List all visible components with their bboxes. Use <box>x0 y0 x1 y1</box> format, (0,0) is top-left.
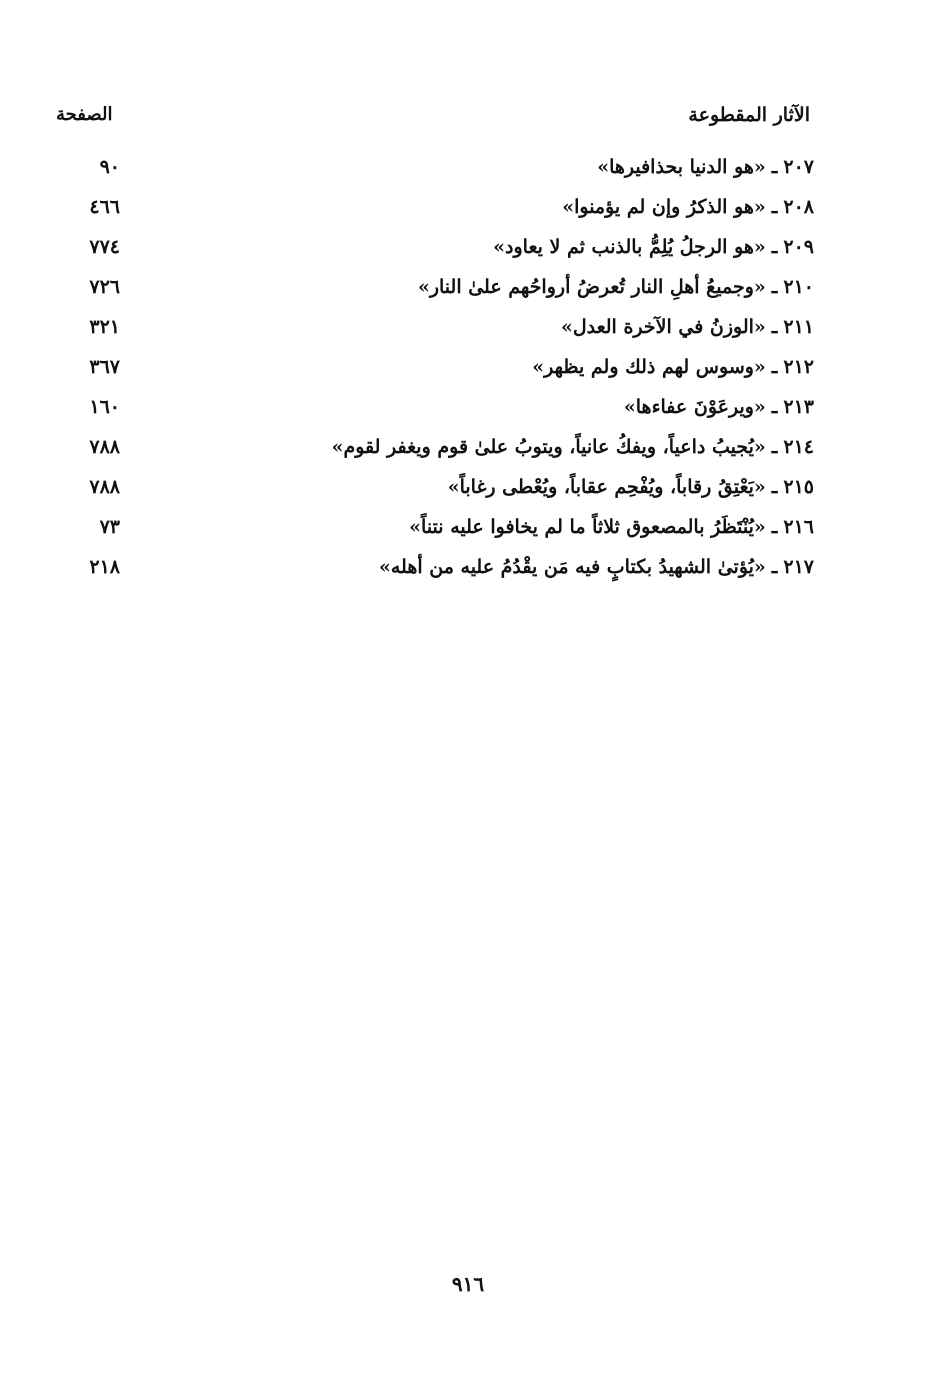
entry-page-number: ٣٢١ <box>89 316 120 338</box>
index-entry <box>50 272 814 312</box>
index-entry <box>50 152 814 192</box>
entry-text-line <box>332 436 814 458</box>
entry-text-line <box>418 276 814 298</box>
entry-page-number: ٧٨٨ <box>89 476 120 498</box>
index-entry <box>50 312 814 352</box>
entry-page-number: ٧٢٦ <box>89 276 120 298</box>
index-entry <box>50 552 814 592</box>
entry-page-number: ٧٣ <box>99 516 120 538</box>
index-entry <box>50 192 814 232</box>
entry-quote: «هو الدنيا بحذافيرها» <box>597 156 766 178</box>
entry-quote: «يُنْتَظَرُ بالمصعوق ثلاثاً ما لم يخافوا عليه نتناً» <box>409 516 766 538</box>
entry-dash: ـ <box>771 196 778 218</box>
entry-dash: ـ <box>771 276 778 298</box>
index-entry <box>50 392 814 432</box>
index-entry <box>50 232 814 272</box>
entry-dash: ـ <box>771 556 778 578</box>
entry-quote: «يُجيبُ داعياً، ويفكُ عانياً، ويتوبُ علىٰ قوم ويغفر لقوم» <box>331 436 766 458</box>
index-list <box>50 152 814 592</box>
index-entry <box>50 432 814 472</box>
entry-page-number: ٣٦٧ <box>89 356 120 378</box>
page-header <box>50 104 810 136</box>
entry-text-line <box>379 556 814 578</box>
entry-dash: ـ <box>771 356 778 378</box>
entry-quote: «هو الذكرُ وإن لم يؤمنوا» <box>562 196 766 218</box>
entry-text-line <box>448 476 814 498</box>
entry-number: ٢١٧ <box>783 556 814 578</box>
page-column-label: الصفحة <box>56 104 113 125</box>
entry-dash: ـ <box>771 236 778 258</box>
entry-page-number: ٩٠ <box>99 156 120 178</box>
entry-quote: «وجميعُ أهلِ النار تُعرضُ أرواحُهم علىٰ النار» <box>417 276 766 298</box>
entry-text-line <box>561 316 814 338</box>
entry-quote: «هو الرجلُ يُلِمُّ بالذنب ثم لا يعاود» <box>493 236 766 258</box>
entry-page-number: ٧٨٨ <box>89 436 120 458</box>
entry-quote: «يَعْتِقُ رقاباً، ويُفْحِم عقاباً، ويُعْطى رغاباً» <box>447 476 766 498</box>
entry-number: ٢١٠ <box>783 276 814 298</box>
entry-page-number: ٢١٨ <box>89 556 120 578</box>
entry-number: ٢١٢ <box>783 356 814 378</box>
entry-quote: «وسوس لهم ذلك ولم يظهر» <box>532 356 766 378</box>
entry-quote: «يُؤتىٰ الشهيدُ بكتابٍ فيه مَن يقْدُمُ عليه من أهله» <box>378 556 766 578</box>
entry-page-number: ٤٦٦ <box>89 196 120 218</box>
entry-text-line <box>624 396 814 418</box>
entry-dash: ـ <box>771 516 778 538</box>
footer-page-number: ٩١٦ <box>451 1272 485 1296</box>
entry-dash: ـ <box>771 436 778 458</box>
entry-number: ٢٠٧ <box>783 156 814 178</box>
section-title: الآثار المقطوعة <box>688 104 810 126</box>
index-entry <box>50 472 814 512</box>
entry-page-number: ٧٧٤ <box>89 236 120 258</box>
entry-quote: «ويرعَوْنَ عفاءها» <box>623 396 766 418</box>
entry-text-line <box>493 236 814 258</box>
entry-number: ٢١١ <box>783 316 814 338</box>
entry-text-line <box>562 196 814 218</box>
entry-number: ٢١٣ <box>783 396 814 418</box>
entry-dash: ـ <box>771 316 778 338</box>
entry-number: ٢١٥ <box>783 476 814 498</box>
entry-number: ٢١٤ <box>783 436 814 458</box>
entry-text-line <box>409 516 814 538</box>
entry-number: ٢٠٨ <box>783 196 814 218</box>
entry-text-line <box>597 156 814 178</box>
index-entry <box>50 352 814 392</box>
entry-text-line <box>532 356 814 378</box>
entry-page-number: ١٦٠ <box>89 396 120 418</box>
entry-number: ٢٠٩ <box>783 236 814 258</box>
entry-dash: ـ <box>771 396 778 418</box>
entry-dash: ـ <box>771 156 778 178</box>
entry-dash: ـ <box>771 476 778 498</box>
entry-number: ٢١٦ <box>783 516 814 538</box>
entry-quote: «الوزنُ في الآخرة العدل» <box>560 316 766 338</box>
index-entry <box>50 512 814 552</box>
